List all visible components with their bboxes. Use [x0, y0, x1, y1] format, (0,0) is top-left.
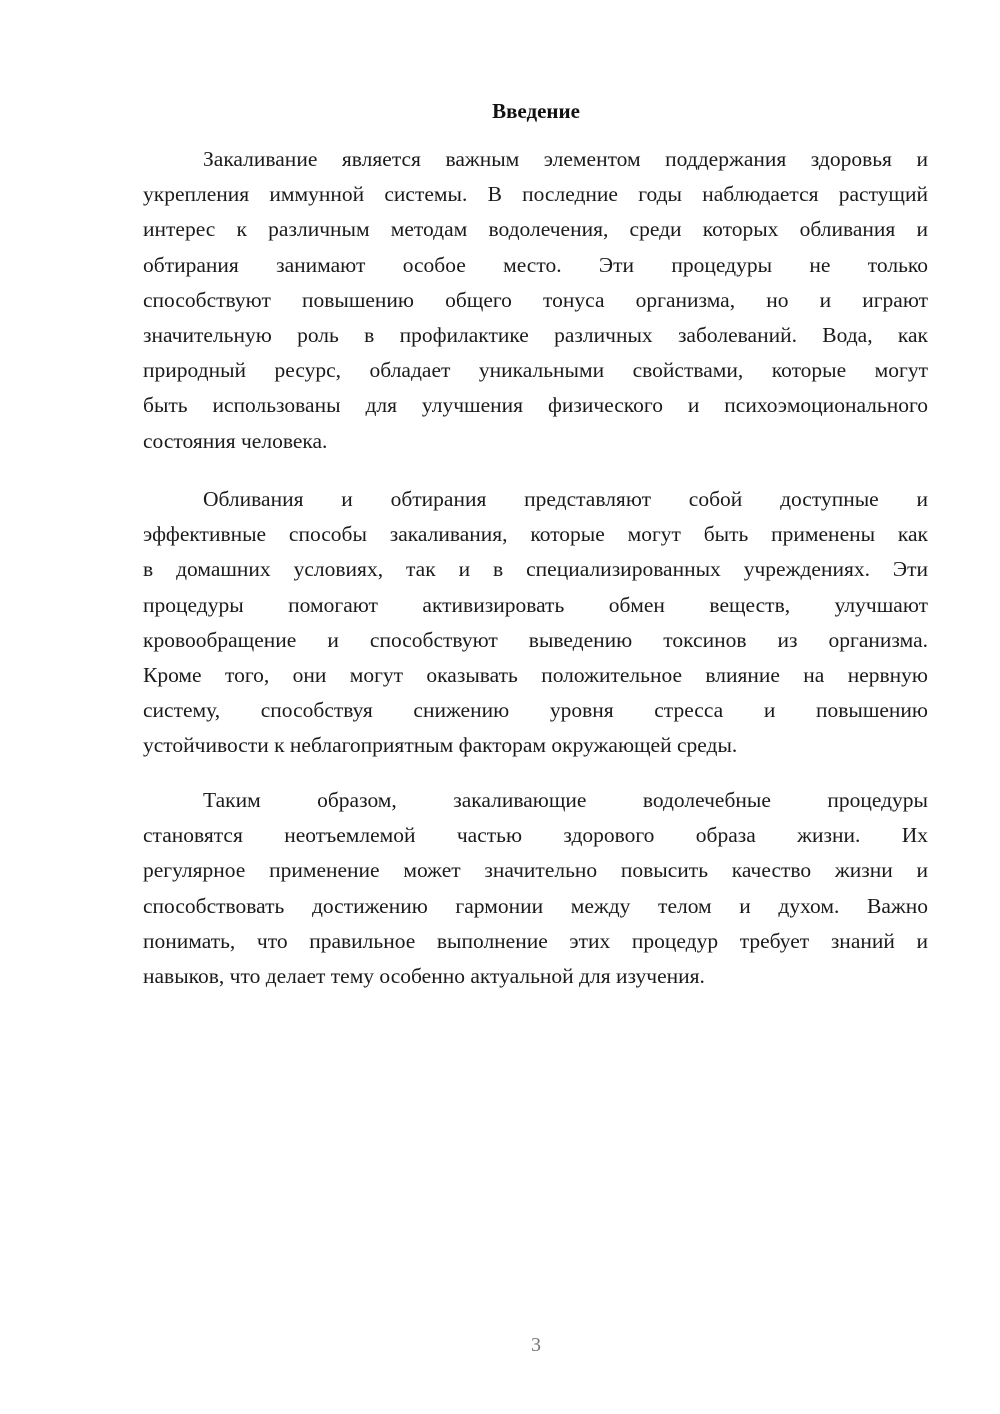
paragraph-line: навыков, что делает тему особенно актуальной для изучения. — [143, 963, 705, 988]
paragraph-line: Обливания и обтирания представляют собой доступные и — [203, 487, 928, 511]
paragraph-2 — [143, 482, 928, 764]
paragraph-line: в домашних условиях, так и в специализированных учреждениях. Эти — [143, 557, 928, 582]
paragraph-line: кровообращение и способствуют выведению токсинов из организма. — [143, 627, 928, 652]
paragraph-line: обтирания занимают особое место. Эти процедуры не только — [143, 252, 928, 277]
paragraph-line: Закаливание является важным элементом поддержания здоровья и — [203, 147, 928, 171]
paragraph-line: систему, способствуя снижению уровня стресса и повышению — [143, 698, 928, 723]
paragraph-line: эффективные способы закаливания, которые могут быть применены как — [143, 522, 928, 547]
page-number: 3 — [531, 1334, 541, 1356]
paragraph-line: Таким образом, закаливающие водолечебные процедуры — [203, 788, 928, 812]
paragraph-line: устойчивости к неблагоприятным факторам окружающей среды. — [143, 733, 738, 758]
paragraph-line: способствовать достижению гармонии между телом и духом. Важно — [143, 893, 928, 918]
paragraph-line: укрепления иммунной системы. В последние годы наблюдается растущий — [143, 182, 928, 207]
paragraph-line: Кроме того, они могут оказывать положительное влияние на нервную — [143, 662, 928, 687]
section-heading: Введение — [492, 99, 580, 123]
paragraph-1 — [143, 142, 928, 459]
paragraph-3 — [143, 783, 928, 994]
paragraph-line: природный ресурс, обладает уникальными свойствами, которые могут — [143, 358, 928, 383]
paragraph-line: способствуют повышению общего тонуса организма, но и играют — [143, 287, 928, 312]
paragraph-line: регулярное применение может значительно повысить качество жизни и — [143, 858, 928, 883]
paragraph-line: процедуры помогают активизировать обмен веществ, улучшают — [143, 592, 928, 617]
paragraph-line: понимать, что правильное выполнение этих процедур требует знаний и — [143, 928, 928, 953]
paragraph-line: становятся неотъемлемой частью здорового образа жизни. Их — [143, 823, 928, 848]
paragraph-line: состояния человека. — [143, 428, 328, 453]
paragraph-line: значительную роль в профилактике различных заболеваний. Вода, как — [143, 322, 928, 347]
paragraph-line: быть использованы для улучшения физического и психоэмоционального — [143, 393, 928, 418]
paragraph-line: интерес к различным методам водолечения, среди которых обливания и — [143, 217, 928, 242]
